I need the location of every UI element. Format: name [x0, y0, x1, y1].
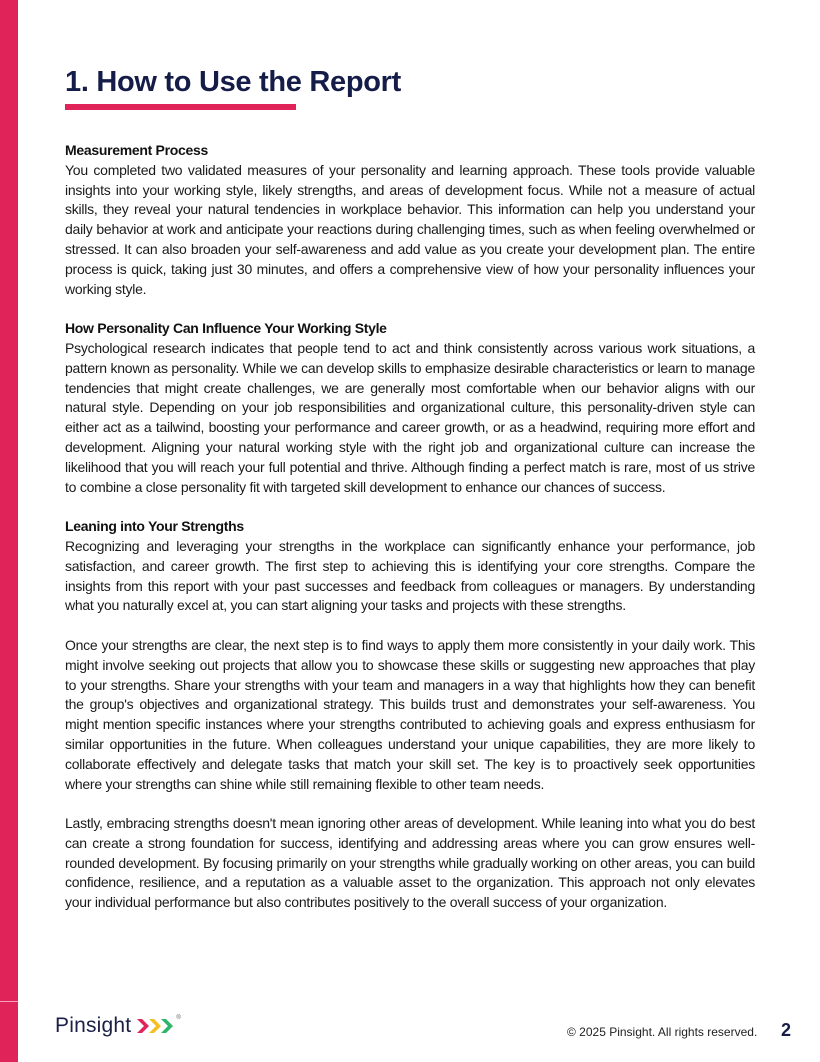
triple-chevron-icon	[137, 1018, 175, 1034]
paragraph: Recognizing and leveraging your strengths in the workplace can significantly enhance your performance, job satisfaction, and career growth. The first step to achieving this is identifying your core strengths. Compare the insights from this report with your past successes and feedback from colleagues or managers. By understanding what you naturally excel at, you can start aligning your tasks and projects with these strengths.	[65, 537, 755, 614]
paragraph: Psychological research indicates that people tend to act and think consistently across various work situations, a pattern known as personality. While we can develop skills to emphasize desirable characteristics or learn to manage tendencies that might create challenges, we are generally most comfortable when our behavior aligns with our natural style. Depending on your job responsibilities and organizational culture, this personality-driven style can either act as a tailwind, boosting your performance and career growth, or as a headwind, requiring more effort and development. Aligning your natural working style with the right job and organizational culture can increase the likelihood that you will reach your full potential and thrive. Although finding a perfect match is rare, most of us strive to combine a close personality fit with targeted skill development to enhance our chances of success.	[65, 339, 755, 495]
section-heading: Measurement Process	[65, 142, 208, 158]
report-body	[65, 141, 755, 933]
section-heading: How Personality Can Influence Your Working Style	[65, 320, 387, 337]
section-heading: Leaning into Your Strengths	[65, 518, 244, 535]
section-leaning-into-strengths	[65, 517, 755, 913]
paragraph: Once your strengths are clear, the next step is to find ways to apply them more consistently in your daily work. This might involve seeking out projects that allow you to showcase these skills or suggesting new approaches that play to your strengths. Share your strengths with your team and managers in a way that highlights how they can benefit the group's objectives and organizational strategy. This builds trust and demonstrates your self-awareness. You might mention specific instances where your strengths contributed to achieving goals and express enthusiasm for similar opportunities in the future. When colleagues understand your unique capabilities, they are more likely to collaborate effectively and delegate tasks that match your skill set. The key is to proactively seek opportunities where your strengths can shine while still remaining flexible to other team needs.	[65, 636, 755, 792]
paragraph: You completed two validated measures of your personality and learning approach. These tools provide valuable insights into your working style, likely strengths, and areas of development focus. While not a measure of actual skills, they reveal your natural tendencies in workplace behavior. This information can help you understand your daily behavior at work and anticipate your reactions during challenging times, such as when feeling overwhelmed or stressed. It can also broaden your self-awareness and add value as you create your development plan. The entire process is quick, taking just 30 minutes, and offers a comprehensive view of how your personality influences your working style.	[65, 161, 755, 297]
left-accent-bar	[0, 0, 18, 1062]
section-measurement-process	[65, 141, 755, 299]
page-number: 2	[781, 1020, 792, 1040]
accent-bar-seam	[0, 1001, 18, 1002]
copyright-notice: © 2025 Pinsight. All rights reserved.	[567, 1025, 758, 1039]
pinsight-logo	[55, 1014, 181, 1038]
registered-mark: ®	[176, 1015, 181, 1021]
section-personality-influence	[65, 319, 755, 497]
title-underline	[65, 104, 296, 110]
page-title: 1. How to Use the Report	[65, 66, 401, 98]
logo-wordmark: Pinsight	[55, 1014, 132, 1037]
paragraph: Lastly, embracing strengths doesn't mean ignoring other areas of development. While leaning into what you do best can create a strong foundation for success, identifying and addressing areas where you can grow ensures well-rounded development. By focusing primarily on your strengths while gradually working on other areas, you can build confidence, resilience, and a reputation as a valuable asset to the organization. This approach not only elevates your individual performance but also contributes positively to the overall success of your organization.	[65, 815, 755, 911]
